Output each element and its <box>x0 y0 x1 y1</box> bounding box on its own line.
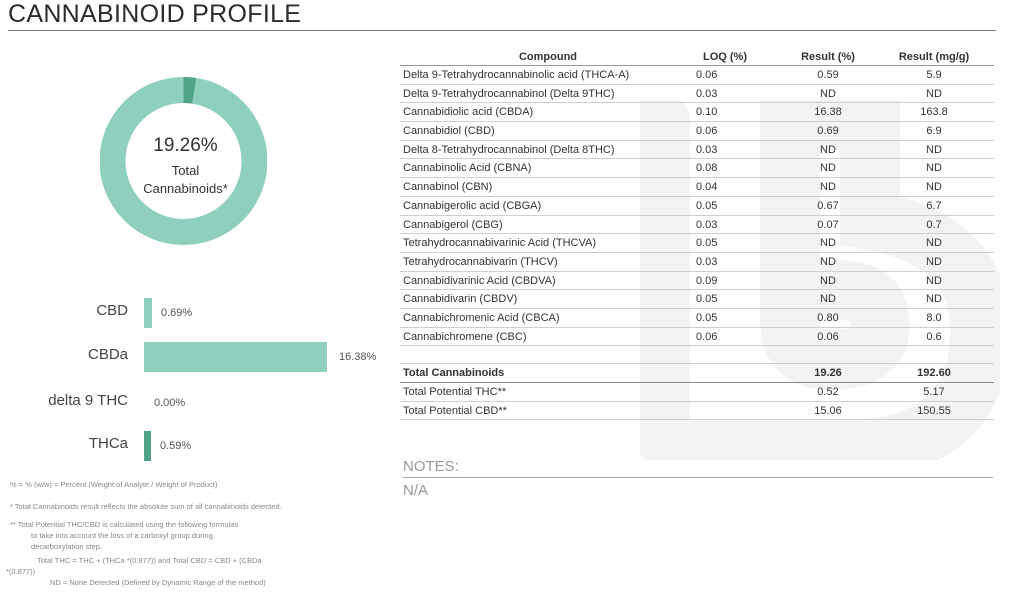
cell-compound: Tetrahydrocannabivarinic Acid (THCVA) <box>403 237 596 250</box>
bar-row <box>0 431 400 461</box>
cell-compound: Cannabidiolic acid (CBDA) <box>403 106 534 119</box>
cell-compound: Cannabichromenic Acid (CBCA) <box>403 311 560 324</box>
table-spacer <box>400 346 994 364</box>
table-row <box>400 253 994 272</box>
footnote-formula: Total THC = THC + (THCa *(0.877)) and Total CBD = CBD + (CBDa <box>37 556 262 565</box>
table-row <box>400 234 994 253</box>
header-result-mg: Result (mg/g) <box>898 51 970 63</box>
cell-loq: 0.06 <box>696 125 718 138</box>
cell-result-percent: ND <box>820 274 836 287</box>
cell-compound: Cannabichromene (CBC) <box>403 330 527 343</box>
total-cannabinoids-donut <box>100 56 267 266</box>
cell-compound: Cannabidivarin (CBDV) <box>403 293 518 306</box>
table-row <box>400 66 994 85</box>
page-title: CANNABINOID PROFILE <box>8 0 302 28</box>
bar-row <box>0 388 400 418</box>
table-row <box>400 197 994 216</box>
cell-result-mg: ND <box>926 162 942 175</box>
cell-result-mg: ND <box>926 181 942 194</box>
cell-compound: Delta 9-Tetrahydrocannabinolic acid (THCA-A) <box>403 69 630 81</box>
table-row <box>400 402 994 421</box>
cell-result-mg: 6.9 <box>926 125 942 138</box>
bar-value-label: 0.59% <box>160 440 192 452</box>
results-table <box>400 48 994 420</box>
cell-loq: 0.03 <box>696 218 718 231</box>
cell-compound: Cannabidivarinic Acid (CBDVA) <box>403 274 556 287</box>
cell-loq: 0.03 <box>696 87 718 100</box>
cell-result-percent: 19.26 <box>814 367 842 380</box>
bar-value-label: 0.69% <box>161 307 193 319</box>
bar-row <box>0 298 400 328</box>
cell-result-percent: ND <box>820 87 836 100</box>
header-result-percent: Result (%) <box>801 51 855 63</box>
donut-total-value: 19.26% <box>153 135 218 156</box>
notes-divider <box>403 477 993 478</box>
cell-compound: Cannabinol (CBN) <box>403 181 493 194</box>
cell-loq: 0.06 <box>696 330 718 343</box>
cell-result-percent: ND <box>820 237 836 250</box>
cell-loq: 0.05 <box>696 311 718 324</box>
cell-result-percent: ND <box>820 293 836 306</box>
table-row <box>400 122 994 141</box>
cell-loq: 0.03 <box>696 255 718 268</box>
cell-result-percent: 0.59 <box>817 69 839 81</box>
footnote-total-cannabinoids: * Total Cannabinoids result reflects the absolute sum of all cannabinoids detected. <box>10 502 282 511</box>
cell-result-mg: 6.7 <box>926 199 942 212</box>
notes-body: N/A <box>403 482 429 499</box>
cell-loq: 0.10 <box>696 106 718 119</box>
cell-compound: Delta 8-Tetrahydrocannabinol (Delta 8THC) <box>403 143 615 156</box>
table-header-row <box>400 48 994 66</box>
cell-result-mg: ND <box>926 255 942 268</box>
cell-result-percent: 0.06 <box>817 330 839 343</box>
cell-loq: 0.09 <box>696 274 718 287</box>
cell-result-mg: ND <box>926 293 942 306</box>
bar-mark <box>144 342 327 372</box>
donut-label-line2: Cannabinoids* <box>143 181 228 196</box>
footnote-decarboxylation: decarboxylation step. <box>31 542 102 551</box>
header-loq: LOQ (%) <box>703 51 747 63</box>
cell-result-percent: 0.67 <box>817 199 839 212</box>
cell-compound: Total Potential CBD** <box>403 404 507 417</box>
bar-category-label: delta 9 THC <box>48 392 128 409</box>
donut-highlight-segment <box>184 90 195 91</box>
table-row <box>400 364 994 383</box>
table-row <box>400 141 994 160</box>
bar-category-label: THCa <box>88 435 128 452</box>
notes-heading: NOTES: <box>403 458 459 475</box>
table-row <box>400 328 994 347</box>
header-compound: Compound <box>518 51 578 63</box>
cell-result-percent: ND <box>820 255 836 268</box>
footnote-formula-cont: *(0.877)) <box>6 567 36 576</box>
table-body <box>400 66 994 346</box>
bar-value-label: 16.38% <box>339 351 377 363</box>
cell-loq: 0.05 <box>696 237 718 250</box>
table-row <box>400 216 994 235</box>
cell-compound: Cannabinolic Acid (CBNA) <box>403 162 532 175</box>
cell-result-percent: ND <box>820 162 836 175</box>
table-row <box>400 178 994 197</box>
cell-loq: 0.04 <box>696 181 718 194</box>
cell-result-mg: ND <box>926 143 942 156</box>
cell-result-mg: 0.7 <box>926 218 942 231</box>
table-row <box>400 290 994 309</box>
footnote-total-potential: ** Total Potential THC/CBD is calculated using the following formulas <box>10 520 239 529</box>
cell-loq: 0.05 <box>696 199 718 212</box>
cell-result-mg: ND <box>926 274 942 287</box>
cell-result-percent: ND <box>820 143 836 156</box>
footnote-percent-definition: % = % (w/w) = Percent (Weight of Analyte / Weight of Product) <box>10 480 218 489</box>
cell-result-percent: 0.52 <box>817 386 839 398</box>
cell-loq: 0.03 <box>696 143 718 156</box>
bar-category-label: CBD <box>96 302 128 319</box>
cell-loq: 0.08 <box>696 162 718 175</box>
cell-compound: Tetrahydrocannabivarin (THCV) <box>403 255 558 268</box>
bar-mark <box>144 431 151 461</box>
title-divider <box>8 30 996 31</box>
cell-compound: Total Cannabinoids <box>403 367 505 380</box>
table-row <box>400 85 994 104</box>
table-row <box>400 383 994 402</box>
cell-result-mg: 192.60 <box>917 367 951 380</box>
cell-compound: Cannabigerolic acid (CBGA) <box>403 199 542 212</box>
cell-compound: Total Potential THC** <box>403 386 507 398</box>
bar-category-label: CBDa <box>87 346 128 363</box>
cell-compound: Delta 9-Tetrahydrocannabinol (Delta 9THC) <box>403 87 615 100</box>
cell-result-mg: 5.9 <box>926 69 942 81</box>
cell-compound: Cannabigerol (CBG) <box>403 218 503 231</box>
table-row <box>400 159 994 178</box>
cell-result-percent: 0.69 <box>817 125 839 138</box>
bar-mark <box>144 298 152 328</box>
cell-result-percent: ND <box>820 181 836 194</box>
bar-value-label: 0.00% <box>154 397 186 409</box>
cell-result-mg: ND <box>926 87 942 100</box>
cell-result-mg: 150.55 <box>917 404 951 417</box>
cell-compound: Cannabidiol (CBD) <box>403 125 495 138</box>
table-row <box>400 272 994 291</box>
bar-row <box>0 342 400 372</box>
cell-result-mg: 0.6 <box>926 330 942 343</box>
donut-label-line1: Total <box>171 163 200 178</box>
cell-result-percent: 16.38 <box>814 106 842 119</box>
cell-loq: 0.05 <box>696 293 718 306</box>
donut-ring <box>113 90 255 232</box>
cell-result-mg: 163.8 <box>920 106 948 119</box>
cell-result-mg: 8.0 <box>926 311 942 324</box>
cell-result-mg: 5.17 <box>923 386 945 398</box>
footnote-carboxyl: to take into account the loss of a carboxyl group during <box>31 531 213 540</box>
cell-result-percent: 0.07 <box>817 218 839 231</box>
table-row <box>400 103 994 122</box>
cell-result-mg: ND <box>926 237 942 250</box>
footnote-nd-definition: ND = None Detected (Defined by Dynamic Range of the method) <box>50 578 266 587</box>
cell-result-percent: 0.80 <box>817 311 839 324</box>
cell-result-percent: 15.06 <box>814 404 842 417</box>
cell-loq: 0.06 <box>696 69 718 81</box>
table-row <box>400 309 994 328</box>
table-totals <box>400 364 994 420</box>
